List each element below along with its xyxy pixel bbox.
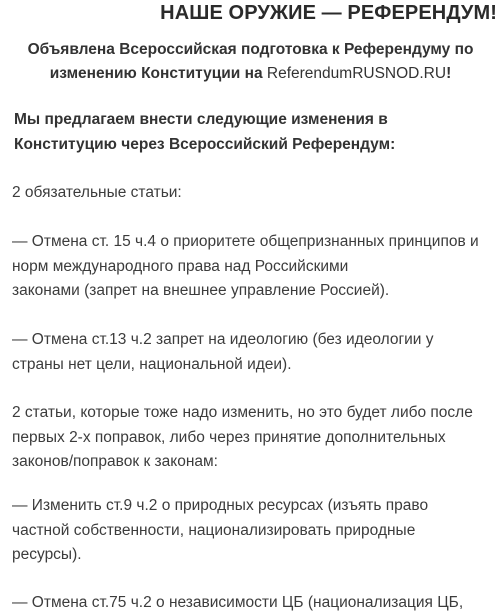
amendment-item-3 <box>12 494 497 568</box>
amendment-item-4-line-1: — Отмена ст.75 ч.2 о независимости ЦБ (национализация ЦБ, <box>12 594 464 611</box>
optional-heading-line-1: 2 статьи, которые тоже надо изменить, но это будет либо после <box>12 404 473 421</box>
amendment-item-2-line-1: — Отмена ст.13 ч.2 запрет на идеологию (без идеологии у <box>12 331 434 348</box>
optional-heading <box>12 401 497 475</box>
intro-line-1: Мы предлагаем внести следующие изменения в <box>14 111 388 128</box>
headline: НАШЕ ОРУЖИЕ — РЕФЕРЕНДУМ! <box>160 2 497 24</box>
referendum-site-link[interactable]: ReferendumRUSNOD.RU <box>266 65 447 82</box>
amendment-item-4 <box>12 591 497 616</box>
announcement-line-2-prefix: изменению Конституции на <box>49 65 263 82</box>
optional-heading-line-3: законов/поправок к законам: <box>12 453 218 470</box>
intro-line-2: Конституцию через Всероссийский Референдум: <box>14 135 396 153</box>
optional-heading-line-2: первых 2-х поправок, либо через принятие дополнительных <box>12 428 446 446</box>
amendment-item-1 <box>12 230 497 304</box>
announcement-exclamation: ! <box>446 65 452 82</box>
amendment-item-1-line-2: норм международного права над Российскими <box>12 257 349 275</box>
amendment-item-1-line-3: законами (запрет на внешнее управление Россией). <box>12 282 390 299</box>
amendment-item-2 <box>12 328 497 377</box>
announcement-line-2 <box>0 62 501 86</box>
amendment-item-1-line-1: — Отмена ст. 15 ч.4 о приоритете общепризнанных принципов и <box>12 233 479 250</box>
announcement <box>0 38 501 86</box>
amendment-item-3-line-2: частной собственности, национализировать природные <box>12 521 416 539</box>
amendment-item-2-line-2: страны нет цели, национальной идеи). <box>12 355 292 373</box>
amendment-item-3-line-1: — Изменить ст.9 ч.2 о природных ресурсах (изъять право <box>12 497 429 514</box>
announcement-line-1: Объявлена Всероссийская подготовка к Референдуму по <box>27 41 474 58</box>
mandatory-heading <box>12 181 497 206</box>
mandatory-heading-text: 2 обязательные статьи: <box>12 184 182 201</box>
intro-paragraph <box>14 108 499 157</box>
amendment-item-3-line-3: ресурсы). <box>12 546 82 563</box>
